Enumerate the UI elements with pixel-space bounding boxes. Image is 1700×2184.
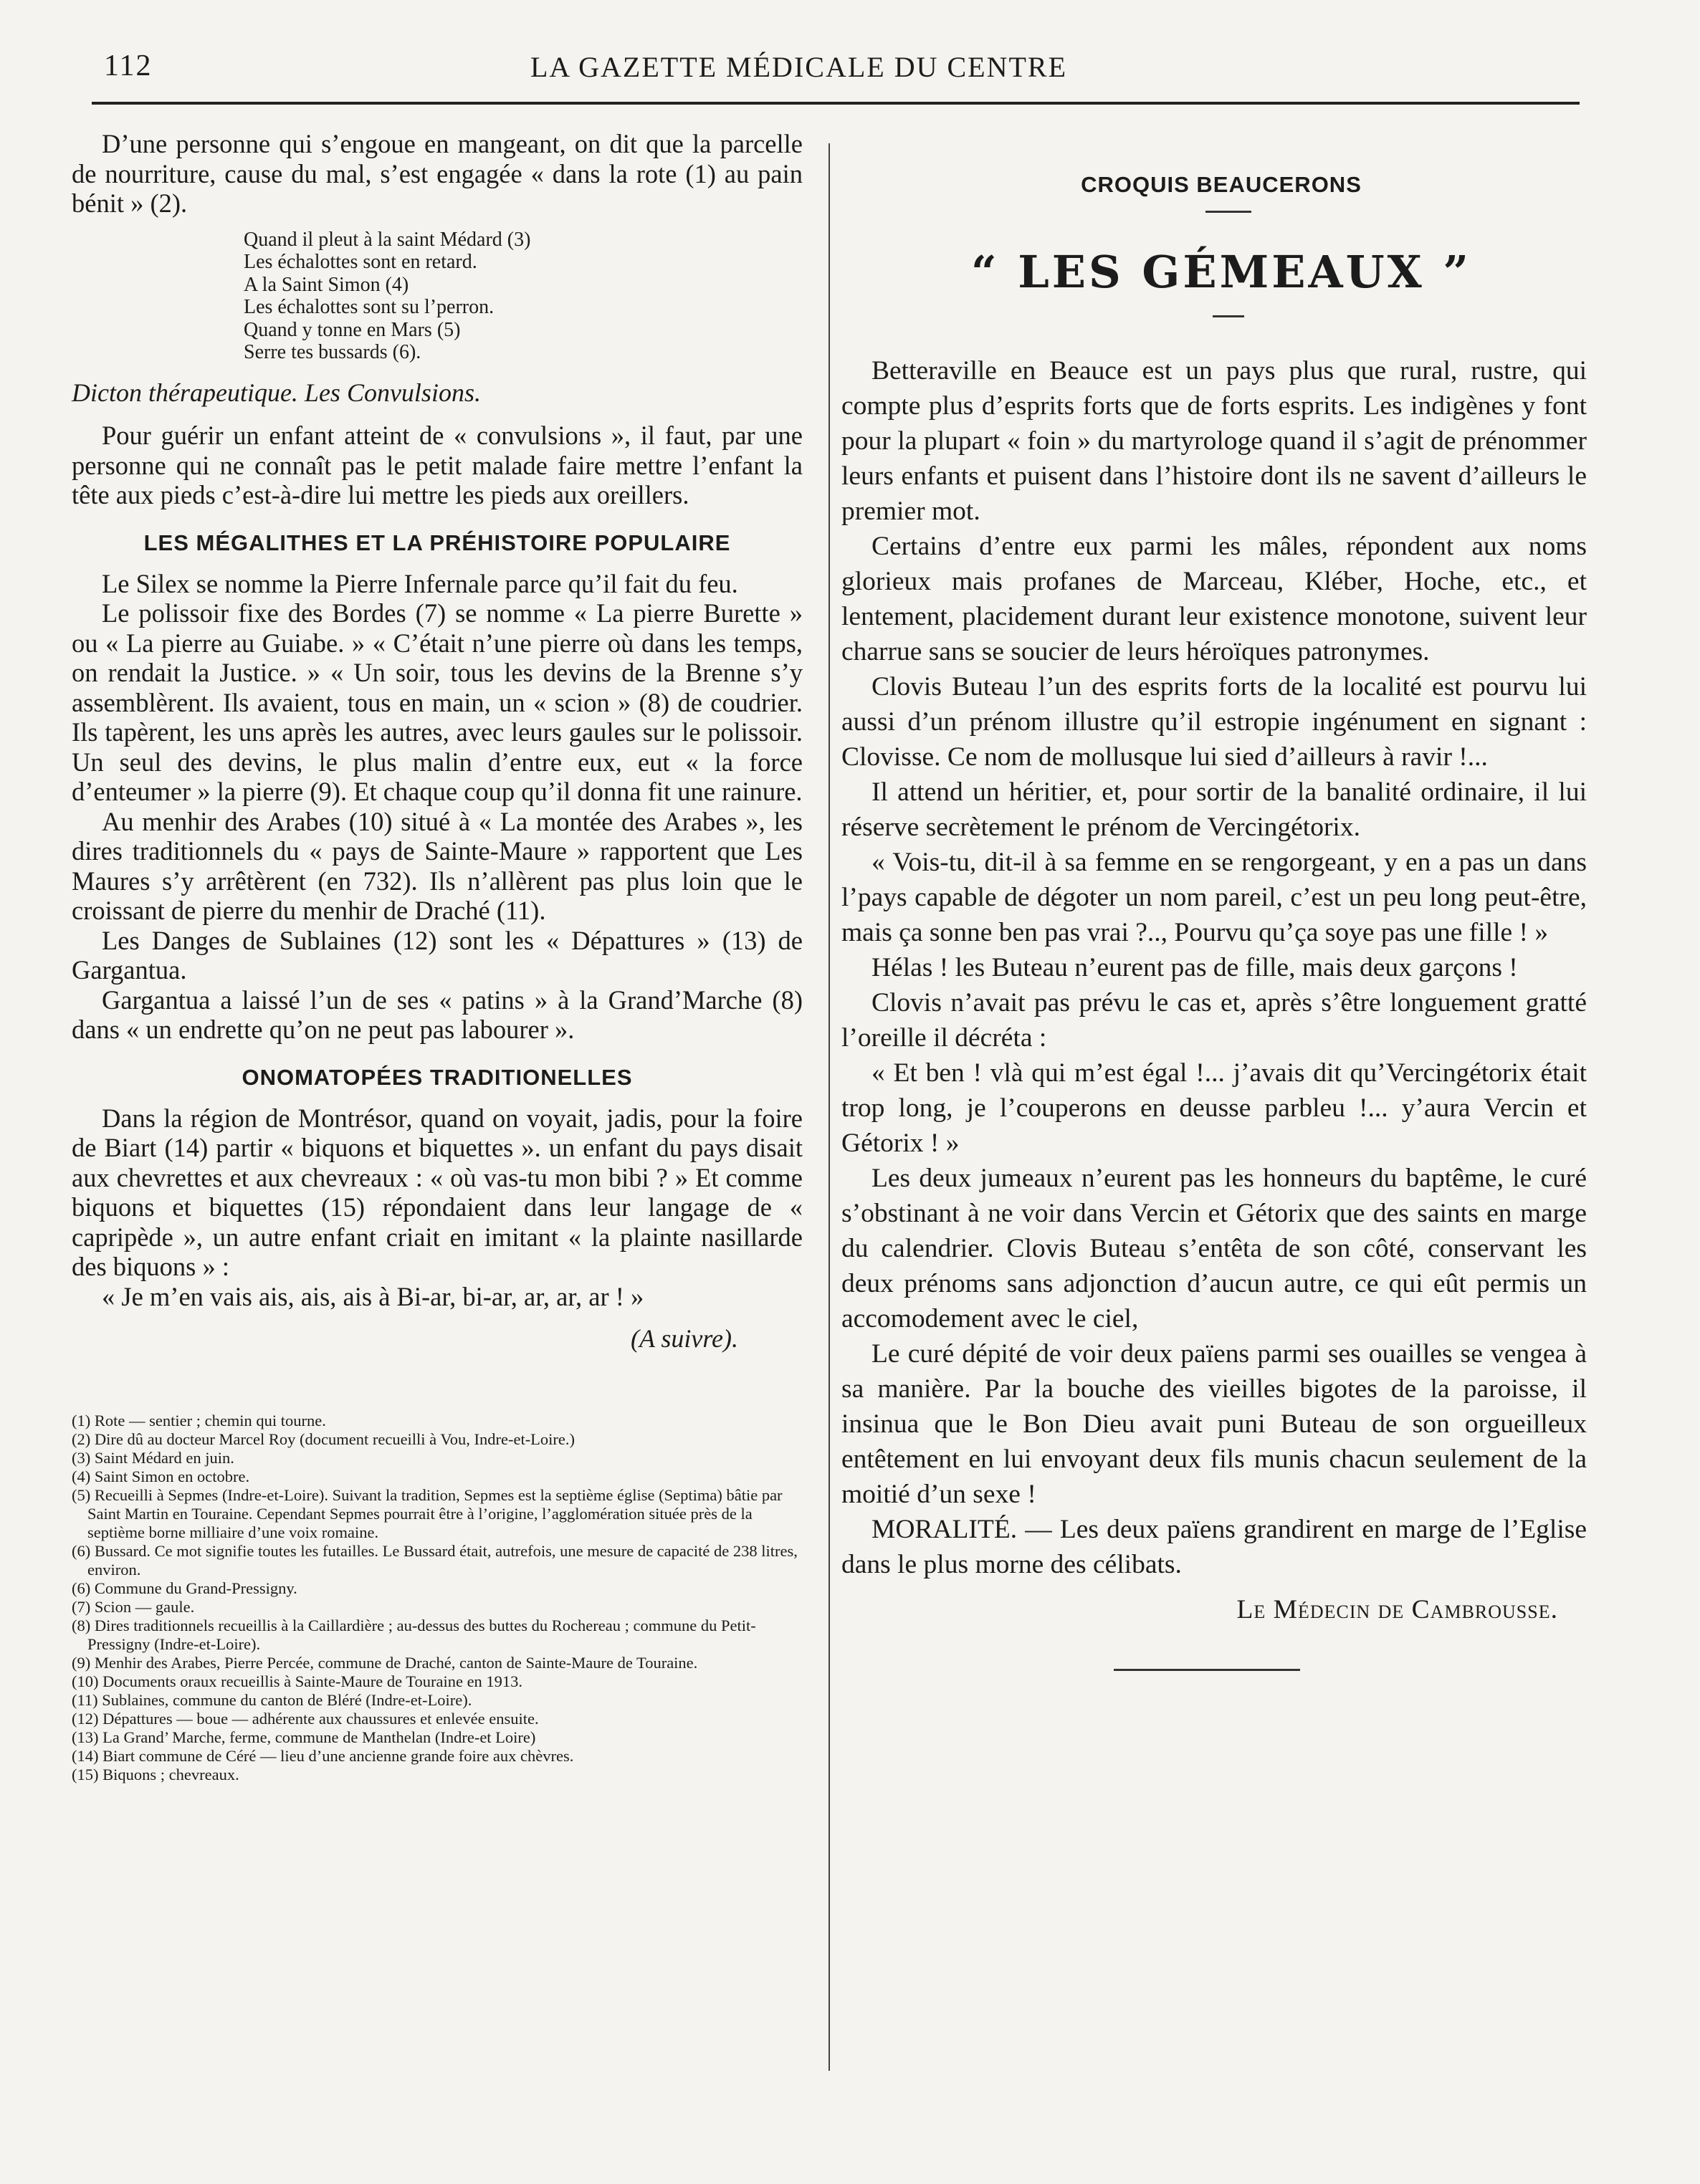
footnote: (8) Dires traditionnels recueillis à la Caillardière ; au-dessus des buttes du Rochereau ; commune du Petit-Pressigny (Indre-et-Loire).	[72, 1616, 756, 1653]
paragraph: Il attend un héritier, et, pour sortir de la banalité ordinaire, il lui réserve secrètement le prénom de Vercingétorix.	[841, 777, 1587, 842]
article-kicker: CROQUIS BEAUCERONS	[1081, 172, 1362, 197]
paragraph: Clovis n’avait pas prévu le cas et, après s’être longuement gratté l’oreille il décréta :	[841, 988, 1587, 1053]
author-signature: Le Médecin de Cambrousse.	[1236, 1595, 1558, 1624]
verse-line: Les échalottes sont en retard.	[244, 251, 477, 273]
paragraph: Gargantua a laissé l’un de ses « patins » à la Grand’Marche (8) dans « un endrette qu’on ne peut pas labourer ».	[72, 985, 803, 1044]
column-divider	[828, 143, 830, 2071]
running-head: LA GAZETTE MÉDICALE DU CENTRE	[530, 51, 1068, 83]
paragraph: Certains d’entre eux parmi les mâles, répondent aux noms glorieux mais profanes de Marceau, Kléber, Hoche, etc., et lentement, placidement durant leur existence monotone, suivent leur charrue sans se soucier de leurs héroïques patronymes.	[841, 532, 1587, 666]
verse	[244, 229, 803, 364]
section-heading: LES MÉGALITHES ET LA PRÉHISTOIRE POPULAIRE	[143, 530, 731, 555]
paragraph: Les Danges de Sublaines (12) sont les « Dépattures » (13) de Gargantua.	[72, 925, 803, 985]
paragraph: D’une personne qui s’engoue en mangeant, on dit que la parcelle de nourriture, cause du mal, s’est engagée « dans la rote (1) au pain bénit » (2).	[72, 129, 803, 218]
verse-line: Quand y tonne en Mars (5)	[244, 318, 461, 341]
footnote: (2) Dire dû au docteur Marcel Roy (document recueilli à Vou, Indre-et-Loire.)	[72, 1429, 576, 1448]
footnote: (1) Rote — sentier ; chemin qui tourne.	[72, 1411, 326, 1429]
title-dash	[1213, 315, 1244, 317]
to-be-continued: (A suivre).	[631, 1324, 738, 1353]
paragraph: Clovis Buteau l’un des esprits forts de la localité est pourvu lui aussi d’un prénom illustre qu’il estropie ingénument en signant : Clovisse. Ce nom de mollusque lui sied d’ailleurs à ravir !...	[841, 672, 1587, 772]
footnotes	[72, 1412, 803, 1784]
paragraph: Pour guérir un enfant atteint de « convulsions », il faut, par une personne qui ne connaît pas le petit malade faire mettre l’enfant la tête aux pieds c’est-à-dire lui mettre les pieds aux oreillers.	[72, 421, 803, 509]
paragraph: Le Silex se nomme la Pierre Infernale parce qu’il fait du feu.	[102, 568, 738, 598]
footnote: (6) Commune du Grand-Pressigny.	[72, 1579, 297, 1597]
footnote: (6) Bussard. Ce mot signifie toutes les futailles. Le Bussard était, autrefois, une mesure de capacité de 238 litres, environ.	[72, 1541, 798, 1579]
end-rule	[1114, 1669, 1300, 1671]
paragraph: Hélas ! les Buteau n’eurent pas de fille, mais deux garçons !	[872, 953, 1518, 982]
paragraph: Le polissoir fixe des Bordes (7) se nomme « La pierre Burette » ou « La pierre au Guiabe. » « C’était n’une pierre où dans les temps, on rendait la Justice. » « Un soir, tous les devins de la Brenne s’y assemblèrent. Ils avaient, tous en main, un « scion » (8) de coudrier. Ils tapèrent, les uns après les autres, avec leurs gaules sur le polissoir. Un seul des devins, le plus malin d’entre eux, eut « la force d’enteumer » la pierre (9). Et chaque coup qu’il donna fit une rainure.	[72, 598, 803, 806]
footnote: (10) Documents oraux recueillis à Sainte-Maure de Touraine en 1913.	[72, 1672, 523, 1690]
paragraph: Le curé dépité de voir deux païens parmi ses ouailles se vengea à sa manière. Par la bouche des vieilles bigotes de la paroisse, il insinua que le Bon Dieu avait puni Buteau de son orgueilleux entêtement en lui envoyant deux fils munis chacun seulement de la moitié d’un sexe !	[841, 1339, 1587, 1509]
dicton-heading: Dicton thérapeutique. Les Convulsions.	[72, 378, 481, 407]
footnote: (9) Menhir des Arabes, Pierre Percée, commune de Draché, canton de Sainte-Maure de Touraine.	[72, 1653, 698, 1672]
paragraph: Dans la région de Montrésor, quand on voyait, jadis, pour la foire de Biart (14) partir « biquons et biquettes ». un enfant du pays disait aux chevrettes et aux chevreaux : « où vas-tu mon bibi ? » Et comme biquons et biquettes (15) répondaient dans leur langage de « capripède », un autre enfant criait en imitant « la plainte nasillarde des biquons » :	[72, 1103, 803, 1281]
article-title: “ LES GÉMEAUX ”	[970, 246, 1472, 298]
footnote: (14) Biart commune de Céré — lieu d’une ancienne grande foire aux chèvres.	[72, 1746, 574, 1765]
footnote: (13) La Grand’ Marche, ferme, commune de Manthelan (Indre-et Loire)	[72, 1728, 536, 1746]
paragraph: Les deux jumeaux n’eurent pas les honneurs du baptême, le curé s’obstinant à ne voir dans Vercin et Gétorix que des saints en marge du calendrier. Clovis Buteau s’entêta de son côté, conservant les deux prénoms sans adjonction d’aucun autre, ce qui eût permis un accomodement avec le ciel,	[841, 1164, 1587, 1333]
paragraph: « Vois-tu, dit-il à sa femme en se rengorgeant, y en a pas un dans l’pays capable de dégoter un nom pareil, c’est un peu long peut-être, mais ça sonne ben pas vrai ?.., Pourvu qu’ça soye pas une fille ! »	[841, 848, 1587, 947]
footnote: (12) Dépattures — boue — adhérente aux chaussures et enlevée ensuite.	[72, 1709, 539, 1728]
paragraph: Betteraville en Beauce est un pays plus que rural, rustre, qui compte plus d’esprits forts que de forts esprits. Les indigènes y font pour la plupart « foin » du martyrologe quand il s’agit de prénommer leurs enfants et puisent dans l’histoire dont ils ne savent d’ailleurs le premier mot.	[841, 356, 1587, 526]
paragraph: MORALITÉ. — Les deux païens grandirent en marge de l’Eglise dans le plus morne des célibats.	[841, 1515, 1587, 1579]
paragraph: « Et ben ! vlà qui m’est égal !... j’avais dit qu’Vercingétorix était trop long, je l’couperons en deusse parbleu !... y’aura Vercin et Gétorix ! »	[841, 1058, 1587, 1158]
section-heading: ONOMATOPÉES TRADITIONELLES	[242, 1064, 633, 1090]
left-column	[72, 129, 803, 1784]
footnote: (5) Recueilli à Sepmes (Indre-et-Loire). Suivant la tradition, Sepmes est la septième église (Septima) bâtie par Saint Martin en Touraine. Cependant Sepmes pourrait être à l’origine, l’agglomération située près de la septième borne milliaire d’une voix romaine.	[72, 1485, 783, 1541]
right-column	[841, 172, 1587, 1671]
page-number: 112	[104, 49, 153, 82]
header-rule	[92, 102, 1580, 105]
footnote: (15) Biquons ; chevreaux.	[72, 1765, 239, 1783]
footnote: (11) Sublaines, commune du canton de Bléré (Indre-et-Loire).	[72, 1690, 472, 1709]
footnote: (3) Saint Médard en juin.	[72, 1448, 234, 1467]
footnote: (4) Saint Simon en octobre.	[72, 1467, 250, 1485]
paragraph: Au menhir des Arabes (10) situé à « La montée des Arabes », les dires traditionnels du « pays de Sainte-Maure » rapportent que Les Maures s’y arrêtèrent (en 732). Ils n’allèrent pas plus loin que le croissant de pierre du menhir de Draché (11).	[72, 806, 803, 925]
paragraph: « Je m’en vais ais, ais, ais à Bi-ar, bi-ar, ar, ar, ar ! »	[102, 1281, 644, 1311]
footnote: (7) Scion — gaule.	[72, 1597, 195, 1616]
verse-line: Serre tes bussards (6).	[244, 341, 421, 363]
title-dash	[1205, 211, 1251, 213]
verse-line: Les échalottes sont su l’perron.	[244, 296, 495, 318]
verse-line: Quand il pleut à la saint Médard (3)	[244, 228, 531, 251]
verse-line: A la Saint Simon (4)	[244, 273, 409, 296]
